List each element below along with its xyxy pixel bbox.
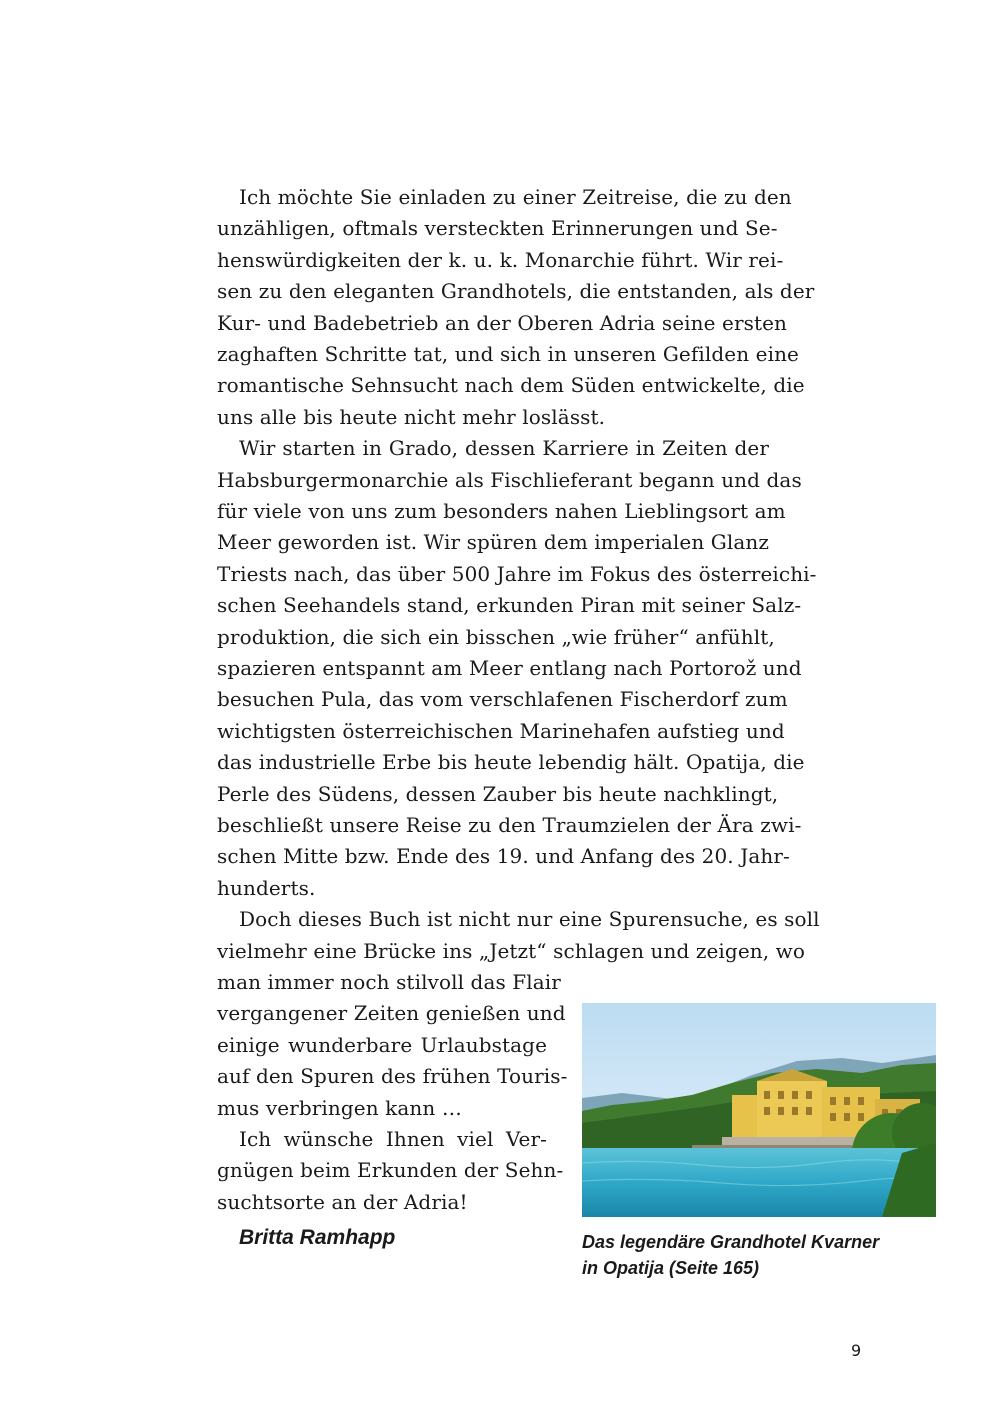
- text-line: besuchen Pula, das vom verschlafenen Fischerdorf zum: [217, 687, 788, 712]
- page-number: 9: [851, 1341, 862, 1360]
- text-line: man immer noch stilvoll das Flair: [217, 970, 561, 994]
- author-signature: Britta Ramhapp: [239, 1226, 396, 1249]
- text-line: spazieren entspannt am Meer entlang nach Portorož und: [217, 656, 802, 680]
- text-line: einige wunderbare Urlaubstage: [217, 1032, 547, 1057]
- text-line: produktion, die sich ein bisschen „wie früher“ anfühlt,: [217, 624, 775, 649]
- text-line: uns alle bis heute nicht mehr loslässt.: [217, 404, 606, 429]
- text-line: suchtsorte an der Adria!: [217, 1189, 468, 1214]
- text-line: Kur- und Badebetrieb an der Oberen Adria seine ersten: [217, 310, 788, 335]
- text-line: auf den Spuren des frühen Touris-: [217, 1064, 568, 1089]
- text-line: wichtigsten österreichischen Marinehafen aufstieg und: [217, 718, 785, 743]
- text-line: Perle des Südens, dessen Zauber bis heute nachklingt,: [217, 781, 779, 806]
- text-line: das industrielle Erbe bis heute lebendig hält. Opatija, die: [217, 750, 805, 775]
- hotel-photo: [582, 1003, 936, 1217]
- caption-line: Das legendäre Grandhotel Kvarner: [582, 1232, 880, 1252]
- text-line: Habsburgermonarchie als Fischlieferant begann und das: [217, 467, 802, 492]
- text-line: beschließt unsere Reise zu den Traumzielen der Ära zwi-: [217, 813, 802, 837]
- text-line: vielmehr eine Brücke ins „Jetzt“ schlagen und zeigen, wo: [217, 938, 806, 963]
- text-line: Doch dieses Buch ist nicht nur eine Spurensuche, es soll: [239, 907, 820, 932]
- caption-line: in Opatija (Seite 165): [582, 1258, 760, 1278]
- text-line: sen zu den eleganten Grandhotels, die entstanden, als der: [217, 279, 815, 304]
- text-line: Wir starten in Grado, dessen Karriere in Zeiten der: [239, 436, 769, 461]
- text-line: Triests nach, das über 500 Jahre im Fokus des österreichi-: [217, 561, 817, 586]
- text-line: für viele von uns zum besonders nahen Lieblingsort am: [217, 499, 786, 523]
- text-line: romantische Sehnsucht nach dem Süden entwickelte, die: [217, 373, 805, 398]
- text-line: henswürdigkeiten der k. u. k. Monarchie führt. Wir rei-: [217, 247, 784, 272]
- text-line: vergangener Zeiten genießen und: [217, 1001, 566, 1026]
- text-line: schen Seehandels stand, erkunden Piran mit seiner Salz-: [217, 593, 802, 618]
- text-line: gnügen beim Erkunden der Sehn-: [217, 1158, 564, 1183]
- text-line: mus verbringen kann …: [217, 1095, 462, 1120]
- text-line: Meer geworden ist. Wir spüren dem imperialen Glanz: [217, 530, 769, 555]
- text-line: zaghaften Schritte tat, und sich in unseren Gefilden eine: [217, 342, 799, 366]
- photo-caption: [582, 1229, 942, 1281]
- text-line: unzähligen, oftmals versteckten Erinnerungen und Se-: [217, 216, 778, 241]
- text-line: Ich möchte Sie einladen zu einer Zeitreise, die zu den: [239, 185, 792, 209]
- text-line: schen Mitte bzw. Ende des 19. und Anfang des 20. Jahr-: [217, 844, 790, 869]
- text-line: hunderts.: [217, 875, 316, 900]
- text-line: Ich wünsche Ihnen viel Ver-: [239, 1127, 547, 1151]
